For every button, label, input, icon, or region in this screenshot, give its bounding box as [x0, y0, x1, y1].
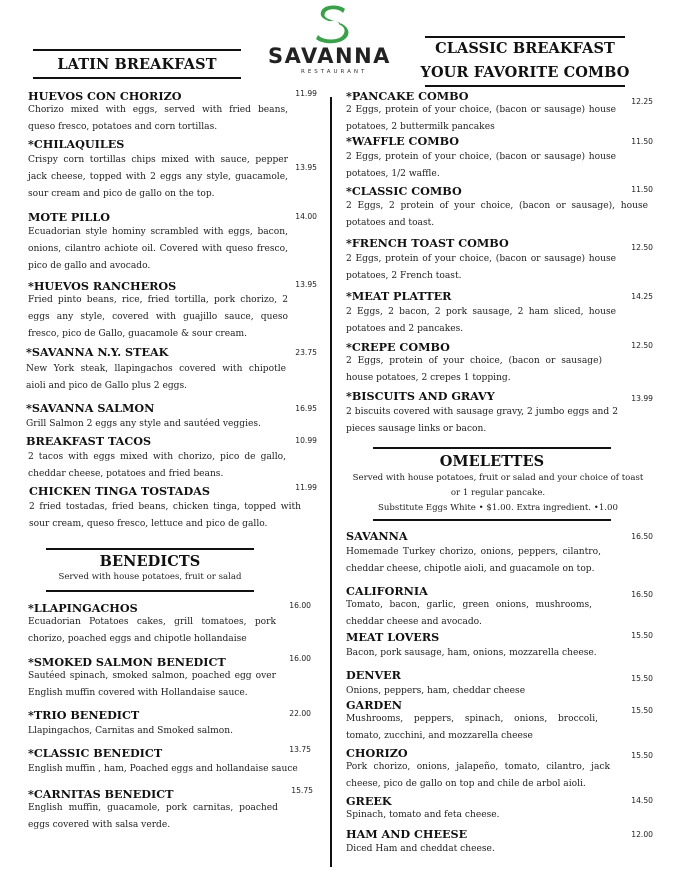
brand-tagline: RESTAURANT: [301, 69, 368, 75]
item-price: 14.50: [631, 796, 653, 805]
item-name: *WAFFLE COMBO: [346, 134, 459, 148]
item-name: *CARNITAS BENEDICT: [28, 787, 174, 801]
item-price: 16.00: [289, 601, 311, 610]
item-price: 15.50: [631, 751, 653, 760]
classic-title-rule-bottom: [425, 85, 625, 87]
item-description: 2 Eggs, 2 bacon, 2 pork sausage, 2 ham sliced, house potatoes and 2 pancakes.: [346, 307, 616, 334]
item-price: 13.95: [295, 280, 317, 289]
item-name: GREEK: [346, 794, 392, 808]
item-price: 23.75: [295, 348, 317, 357]
item-description: Llapingachos, Carnitas and Smoked salmon.: [28, 726, 233, 736]
item-description: English muffin , ham, Poached eggs and hollandaise sauce: [28, 764, 298, 774]
item-price: 12.25: [631, 97, 653, 106]
menu-item-carnitas-benedict: [28, 787, 278, 834]
menu-item-chilaquiles: [28, 137, 288, 203]
latin-title-rule-bottom: [33, 77, 241, 79]
menu-item-huevos-rancheros: [28, 279, 288, 343]
item-description: Bacon, pork sausage, ham, onions, mozzarella cheese.: [346, 648, 597, 658]
item-description: Sautéed spinach, smoked salmon, poached egg over English muffin covered with Hollandaise sauce.: [28, 671, 276, 698]
item-description: Tomato, bacon, garlic, green onions, mushrooms, cheddar cheese and avocado.: [346, 600, 592, 627]
menu-item-huevos-con-chorizo: [28, 89, 288, 136]
item-description: 2 Eggs, protein of your choice, (bacon or sausage) house potatoes, 2 crepes 1 topping.: [346, 356, 602, 383]
menu-item-crepe-combo: [346, 340, 602, 387]
menu-item-chicken-tinga-tostadas: [29, 484, 301, 533]
item-name: CALIFORNIA: [346, 584, 428, 598]
item-description: Diced Ham and cheddat cheese.: [346, 844, 495, 854]
item-description: 2 Eggs, protein of your choice, (bacon or sausage) house potatoes, 2 French toast.: [346, 254, 616, 281]
menu-item-savanna-ny-steak: [26, 345, 286, 395]
item-price: 11.50: [631, 137, 653, 146]
item-description: Pork chorizo, onions, jalapeño, tomato, cilantro, jack cheese, pico de gallo on top and chile de arbol aioli.: [346, 762, 610, 789]
item-description: English muffin, guacamole, pork carnitas, poached eggs covered with salsa verde.: [28, 803, 278, 830]
item-name: *SMOKED SALMON BENEDICT: [28, 655, 226, 669]
item-price: 15.50: [631, 674, 653, 683]
item-price: 16.00: [289, 654, 311, 663]
item-price: 22.00: [289, 709, 311, 718]
item-description: Ecuadorian Potatoes cakes, grill tomatoes, pork chorizo, poached eggs and chipotle hollandaise: [28, 617, 276, 644]
menu-item-denver-omelette: [346, 668, 616, 700]
item-name: *CLASSIC BENEDICT: [28, 746, 163, 760]
item-name: *BISCUITS AND GRAVY: [346, 389, 495, 403]
omelettes-subtitle-line1: Served with house potatoes, fruit or salad and your choice of toast: [352, 473, 644, 483]
item-description: 2 Eggs, 2 protein of your choice, (bacon or sausage), house potatoes and toast.: [346, 201, 648, 228]
benedicts-title-rule-bottom: [46, 590, 254, 592]
item-price: 11.99: [295, 89, 317, 98]
item-price: 13.95: [295, 163, 317, 172]
menu-item-ham-and-cheese-omelette: [346, 827, 616, 858]
classic-section-title-line2: YOUR FAVORITE COMBO: [420, 64, 630, 81]
omelettes-title-rule-bottom: [373, 519, 611, 521]
omelettes-subtitle-line3: Substitute Eggs White • $1.00. Extra ingredient. •1.00: [378, 503, 618, 513]
item-description: 2 fried tostadas, fried beans, chicken tinga, topped with sour cream, queso fresco, lettuce and pico de gallo.: [29, 502, 301, 529]
item-name: *CREPE COMBO: [346, 340, 450, 354]
item-name: GARDEN: [346, 698, 402, 712]
menu-item-chorizo-omelette: [346, 746, 610, 793]
column-divider: [330, 97, 332, 867]
item-price: 12.50: [631, 243, 653, 252]
menu-item-classic-benedict: [28, 746, 298, 778]
item-price: 14.25: [631, 292, 653, 301]
item-name: CHORIZO: [346, 746, 408, 760]
item-price: 13.75: [289, 745, 311, 754]
item-name: CHICKEN TINGA TOSTADAS: [29, 484, 210, 498]
item-description: 2 Eggs, protein of your choice, (bacon or sausage) house potatoes, 1/2 waffle.: [346, 152, 616, 179]
latin-title-rule-top: [33, 49, 241, 51]
item-price: 16.50: [631, 590, 653, 599]
menu-item-mote-pillo: [28, 210, 288, 275]
item-description: Onions, peppers, ham, cheddar cheese: [346, 686, 526, 696]
benedicts-subtitle: Served with house potatoes, fruit or salad: [58, 572, 242, 582]
item-price: 16.50: [631, 532, 653, 541]
item-price: 15.75: [291, 786, 313, 795]
item-price: 10.99: [295, 436, 317, 445]
item-price: 14.00: [295, 212, 317, 221]
item-name: *SAVANNA N.Y. STEAK: [26, 345, 169, 359]
item-name: *MEAT PLATTER: [346, 289, 452, 303]
item-name: *TRIO BENEDICT: [28, 708, 140, 722]
item-name: *CHILAQUILES: [28, 137, 125, 151]
item-name: *SAVANNA SALMON: [26, 401, 155, 415]
menu-item-french-toast-combo: [346, 236, 616, 285]
menu-item-greek-omelette: [346, 794, 616, 824]
item-name: MEAT LOVERS: [346, 630, 440, 644]
menu-item-llapingachos: [28, 601, 276, 648]
item-description: Chorizo mixed with eggs, served with fried beans, queso fresco, potatoes and corn tortillas.: [28, 105, 288, 132]
menu-item-pancake-combo: [346, 89, 616, 136]
benedicts-title-rule-top: [46, 548, 254, 550]
classic-section-title-line1: CLASSIC BREAKFAST: [435, 40, 615, 57]
item-price: 12.50: [631, 341, 653, 350]
item-name: *CLASSIC COMBO: [346, 184, 462, 198]
item-description: Homemade Turkey chorizo, onions, peppers, cilantro, cheddar cheese, chipotle aioli, and guacamole on top.: [346, 547, 601, 574]
menu-item-meat-platter: [346, 289, 616, 338]
item-price: 12.00: [631, 830, 653, 839]
item-price: 11.50: [631, 185, 653, 194]
classic-title-rule-top: [425, 36, 625, 38]
item-price: 16.95: [295, 404, 317, 413]
item-price: 11.99: [295, 483, 317, 492]
item-description: 2 tacos with eggs mixed with chorizo, pico de gallo, cheddar cheese, potatoes and fried beans.: [28, 452, 286, 479]
menu-item-breakfast-tacos: [26, 434, 286, 483]
menu-item-smoked-salmon-benedict: [28, 655, 276, 702]
menu-item-garden-omelette: [346, 698, 598, 745]
omelettes-title-rule-top: [373, 447, 611, 449]
item-name: MOTE PILLO: [28, 210, 110, 224]
item-description: Ecuadorian style hominy scrambled with eggs, bacon, onions, cilantro achiote oil. Covered with queso fresco, pico de gallo and avocado.: [28, 227, 288, 271]
brand-name: SAVANNA: [268, 44, 391, 68]
item-price: 15.50: [631, 706, 653, 715]
item-name: *PANCAKE COMBO: [346, 89, 469, 103]
item-name: *FRENCH TOAST COMBO: [346, 236, 509, 250]
menu-item-classic-combo: [346, 184, 648, 232]
item-name: *HUEVOS RANCHEROS: [28, 279, 177, 293]
item-description: Mushrooms, peppers, spinach, onions, broccoli, tomato, zucchini, and mozzarella cheese: [346, 714, 598, 741]
item-description: Fried pinto beans, rice, fried tortilla, pork chorizo, 2 eggs any style, covered with guajillo sauce, queso fresco, pico de Gallo, guacamole & sour cream.: [28, 295, 288, 339]
item-description: Spinach, tomato and feta cheese.: [346, 810, 500, 820]
item-description: Grill Salmon 2 eggs any style and sautéed veggies.: [26, 419, 261, 429]
item-price: 15.50: [631, 631, 653, 640]
item-name: DENVER: [346, 668, 401, 682]
item-name: HUEVOS CON CHORIZO: [28, 89, 182, 103]
menu-item-california-omelette: [346, 584, 592, 631]
menu-item-meat-lovers-omelette: [346, 630, 636, 662]
item-name: BREAKFAST TACOS: [26, 434, 152, 448]
menu-item-biscuits-and-gravy: [346, 389, 618, 438]
menu-item-savanna-omelette: [346, 529, 601, 578]
menu-item-savanna-salmon: [26, 401, 286, 433]
item-description: 2 biscuits covered with sausage gravy, 2 jumbo eggs and 2 pieces sausage links or bacon.: [346, 407, 618, 434]
savanna-s-logo-icon: [311, 4, 355, 44]
item-name: SAVANNA: [346, 529, 408, 543]
menu-item-waffle-combo: [346, 134, 616, 183]
item-price: 13.99: [631, 394, 653, 403]
item-name: HAM AND CHEESE: [346, 827, 468, 841]
omelettes-subtitle-line2: or 1 regular pancake.: [450, 488, 546, 498]
latin-section-title: LATIN BREAKFAST: [57, 56, 217, 73]
item-description: 2 Eggs, protein of your choice, (bacon or sausage) house potatoes, 2 buttermilk pancakes: [346, 105, 616, 132]
item-description: New York steak, llapingachos covered with chipotle aioli and pico de Gallo plus 2 eggs.: [26, 364, 286, 391]
item-description: Crispy corn tortillas chips mixed with sauce, pepper jack cheese, topped with 2 eggs any style, guacamole, sour cream and pico de gallo on the top.: [28, 155, 288, 199]
benedicts-section-title: BENEDICTS: [99, 553, 201, 570]
item-name: *LLAPINGACHOS: [28, 601, 138, 615]
omelettes-section-title: OMELETTES: [439, 453, 545, 470]
menu-item-trio-benedict: [28, 708, 288, 740]
